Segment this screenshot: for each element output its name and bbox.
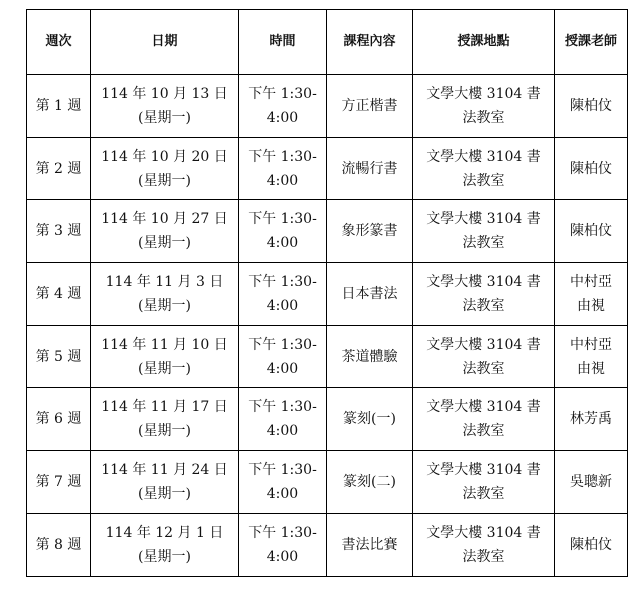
cell-teacher-text: 陳柏伩 — [570, 160, 612, 177]
cell-location-text: 文學大樓 3104 書 — [426, 399, 541, 416]
cell-teacher — [555, 513, 628, 576]
cell-time — [239, 75, 327, 138]
cell-content-text: 篆刻(二) — [343, 473, 396, 490]
cell-time — [239, 137, 327, 200]
cell-location — [413, 513, 555, 576]
cell-week — [27, 513, 91, 576]
cell-date-text: 114 年 10 月 20 日 — [101, 148, 228, 165]
cell-content — [327, 137, 413, 200]
cell-location-text: 文學大樓 3104 書 — [426, 524, 541, 541]
cell-content — [327, 325, 413, 388]
table-row — [27, 513, 628, 576]
cell-location — [413, 325, 555, 388]
cell-location-text: 文學大樓 3104 書 — [426, 148, 541, 165]
cell-week — [27, 388, 91, 451]
table-row — [27, 75, 628, 138]
cell-location — [413, 200, 555, 263]
cell-location-text: 法教室 — [462, 360, 505, 377]
cell-date-text: (星期一) — [138, 235, 191, 252]
cell-time-text: 4:00 — [266, 423, 299, 440]
cell-time — [239, 513, 327, 576]
cell-time-text: 4:00 — [266, 172, 299, 189]
cell-time — [239, 388, 327, 451]
cell-date — [91, 137, 239, 200]
cell-week-text: 第 8 週 — [35, 536, 82, 553]
header-time: 時間 — [239, 10, 327, 75]
cell-teacher-text: 陳柏伩 — [570, 97, 612, 114]
table-row — [27, 137, 628, 200]
cell-week — [27, 263, 91, 326]
header-week: 週次 — [27, 10, 91, 75]
cell-date-text: 114 年 12 月 1 日 — [105, 524, 224, 541]
cell-date-text: 114 年 11 月 24 日 — [101, 461, 228, 478]
cell-date-text: (星期一) — [138, 109, 191, 126]
cell-location-text: 法教室 — [462, 548, 505, 565]
cell-content — [327, 513, 413, 576]
cell-teacher-text: 中村亞 — [570, 336, 612, 353]
cell-week — [27, 137, 91, 200]
cell-content-text: 篆刻(一) — [343, 411, 396, 428]
cell-week — [27, 200, 91, 263]
cell-date-text: (星期一) — [138, 360, 191, 377]
cell-teacher-text: 由視 — [577, 360, 605, 377]
table-row — [27, 388, 628, 451]
cell-date-text: 114 年 11 月 17 日 — [101, 399, 228, 416]
cell-date — [91, 388, 239, 451]
cell-time-text: 下午 1:30- — [248, 461, 317, 478]
cell-content — [327, 451, 413, 514]
cell-content — [327, 388, 413, 451]
cell-location-text: 法教室 — [462, 235, 505, 252]
cell-week — [27, 75, 91, 138]
cell-location-text: 法教室 — [462, 423, 505, 440]
header-date: 日期 — [91, 10, 239, 75]
cell-time-text: 下午 1:30- — [248, 273, 317, 290]
cell-time-text: 下午 1:30- — [248, 211, 317, 228]
cell-date — [91, 263, 239, 326]
cell-teacher-text: 中村亞 — [570, 273, 612, 290]
table-row — [27, 200, 628, 263]
cell-content — [327, 263, 413, 326]
cell-teacher — [555, 388, 628, 451]
cell-location — [413, 451, 555, 514]
cell-time-text: 下午 1:30- — [248, 524, 317, 541]
cell-time-text: 4:00 — [266, 235, 299, 252]
table-row — [27, 263, 628, 326]
header-teacher: 授課老師 — [555, 10, 628, 75]
cell-content-text: 日本書法 — [341, 285, 398, 302]
cell-date-text: 114 年 10 月 13 日 — [101, 85, 228, 102]
cell-time-text: 4:00 — [266, 297, 299, 314]
cell-content — [327, 75, 413, 138]
cell-teacher-text: 由視 — [577, 297, 605, 314]
cell-teacher — [555, 200, 628, 263]
cell-location-text: 文學大樓 3104 書 — [426, 85, 541, 102]
cell-date-text: (星期一) — [138, 297, 191, 314]
cell-location-text: 文學大樓 3104 書 — [426, 211, 541, 228]
cell-teacher — [555, 451, 628, 514]
cell-date-text: 114 年 11 月 10 日 — [101, 336, 228, 353]
table-header-row — [27, 10, 628, 75]
course-schedule-table — [26, 9, 628, 577]
cell-time-text: 下午 1:30- — [248, 148, 317, 165]
cell-time-text: 4:00 — [266, 485, 299, 502]
cell-time-text: 下午 1:30- — [248, 399, 317, 416]
table-row — [27, 451, 628, 514]
cell-date-text: (星期一) — [138, 485, 191, 502]
cell-teacher — [555, 137, 628, 200]
cell-week-text: 第 6 週 — [35, 411, 82, 428]
cell-location — [413, 75, 555, 138]
cell-location-text: 文學大樓 3104 書 — [426, 336, 541, 353]
cell-location — [413, 263, 555, 326]
cell-date — [91, 200, 239, 263]
cell-time — [239, 325, 327, 388]
cell-week-text: 第 7 週 — [35, 473, 82, 490]
cell-date-text: 114 年 11 月 3 日 — [105, 273, 224, 290]
cell-teacher — [555, 263, 628, 326]
cell-content-text: 方正楷書 — [341, 97, 398, 114]
cell-content — [327, 200, 413, 263]
cell-teacher — [555, 75, 628, 138]
cell-teacher-text: 吳聰新 — [570, 473, 612, 490]
table-row — [27, 325, 628, 388]
cell-date — [91, 325, 239, 388]
cell-content-text: 書法比賽 — [341, 536, 398, 553]
cell-location-text: 文學大樓 3104 書 — [426, 461, 541, 478]
cell-date-text: 114 年 10 月 27 日 — [101, 211, 228, 228]
cell-week — [27, 451, 91, 514]
cell-teacher-text: 陳柏伩 — [570, 536, 612, 553]
cell-location-text: 法教室 — [462, 485, 505, 502]
header-content: 課程內容 — [327, 10, 413, 75]
cell-date — [91, 75, 239, 138]
cell-location — [413, 388, 555, 451]
cell-week-text: 第 3 週 — [35, 223, 82, 240]
cell-location-text: 文學大樓 3104 書 — [426, 273, 541, 290]
cell-date-text: (星期一) — [138, 548, 191, 565]
cell-date — [91, 513, 239, 576]
cell-teacher — [555, 325, 628, 388]
cell-week-text: 第 2 週 — [35, 160, 82, 177]
cell-content-text: 流暢行書 — [341, 160, 398, 177]
cell-week-text: 第 1 週 — [35, 97, 82, 114]
cell-location-text: 法教室 — [462, 297, 505, 314]
cell-content-text: 象形篆書 — [341, 223, 398, 240]
cell-time-text: 4:00 — [266, 548, 299, 565]
header-location: 授課地點 — [413, 10, 555, 75]
cell-week-text: 第 5 週 — [35, 348, 82, 365]
cell-date-text: (星期一) — [138, 172, 191, 189]
cell-time-text: 4:00 — [266, 109, 299, 126]
cell-location-text: 法教室 — [462, 109, 505, 126]
cell-week-text: 第 4 週 — [35, 285, 82, 302]
cell-time — [239, 451, 327, 514]
cell-week — [27, 325, 91, 388]
cell-teacher-text: 林芳禹 — [570, 411, 612, 428]
cell-location — [413, 137, 555, 200]
cell-time — [239, 263, 327, 326]
cell-time-text: 4:00 — [266, 360, 299, 377]
cell-location-text: 法教室 — [462, 172, 505, 189]
cell-teacher-text: 陳柏伩 — [570, 223, 612, 240]
cell-content-text: 茶道體驗 — [341, 348, 398, 365]
cell-time — [239, 200, 327, 263]
cell-time-text: 下午 1:30- — [248, 336, 317, 353]
cell-date — [91, 451, 239, 514]
cell-date-text: (星期一) — [138, 423, 191, 440]
cell-time-text: 下午 1:30- — [248, 85, 317, 102]
